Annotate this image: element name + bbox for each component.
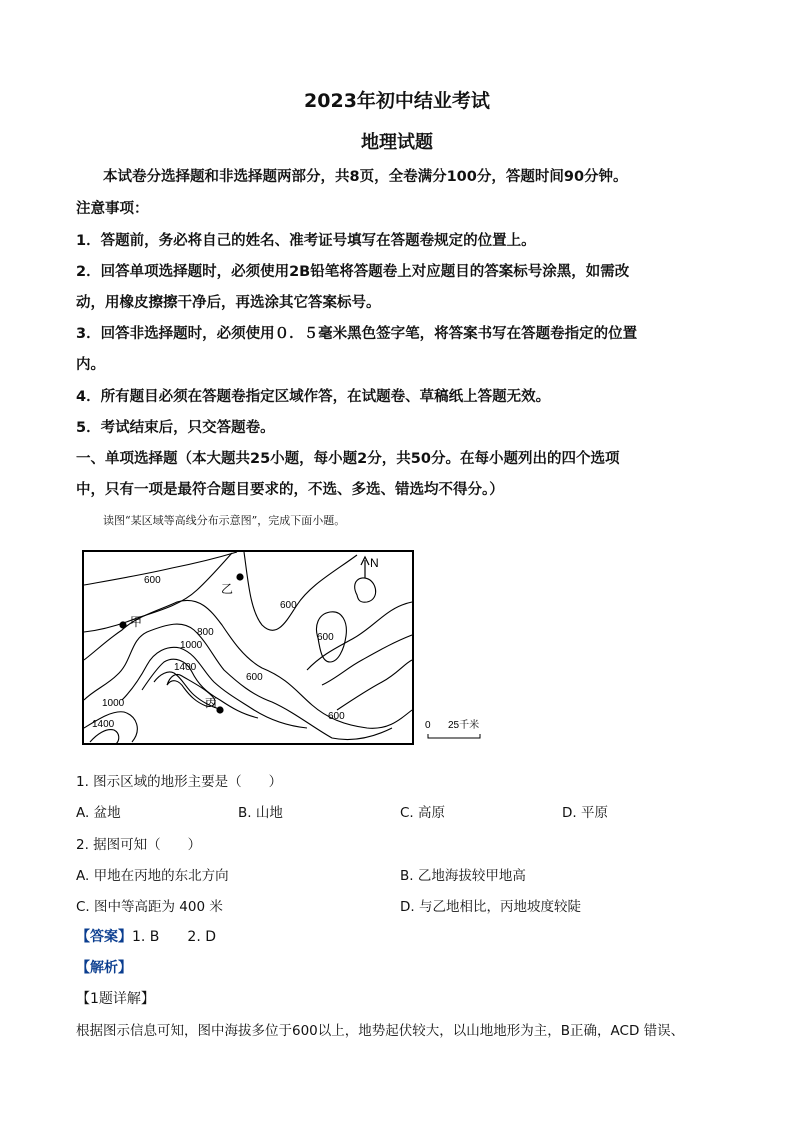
section-heading-cont: 中，只有一项是最符合题目要求的，不选、多选、错选均不得分。） xyxy=(76,482,504,498)
analysis-label: 【解析】 xyxy=(76,960,132,976)
notice-item: 3．回答非选择题时，必须使用０．５毫米黑色签字笔，将答案书写在答题卷指定的位置 xyxy=(76,326,638,342)
point-bing xyxy=(216,706,223,713)
place-label-bing: 丙 xyxy=(205,696,218,710)
contour-label: 600 xyxy=(144,575,161,586)
scale-label: 25千米 xyxy=(448,720,480,731)
figure-caption: 读图“某区域等高线分布示意图”，完成下面小题。 xyxy=(103,514,346,527)
contour-label: 600 xyxy=(317,632,334,643)
answer-text: 1. B 2. D xyxy=(132,929,216,945)
notice-heading: 注意事项： xyxy=(76,201,149,217)
notice-item: 内。 xyxy=(76,357,105,373)
analysis-text: 根据图示信息可知，图中海拔多位于600以上，地势起伏较大，以山地地形为主，B正确，ACD 错误、 xyxy=(76,1023,685,1039)
option-d: D. 与乙地相比，丙地坡度较陡 xyxy=(400,899,581,915)
contour-label: 1400 xyxy=(174,662,197,673)
option-a: A. 盆地 xyxy=(76,805,121,821)
exam-subtitle: 地理试题 xyxy=(361,132,433,153)
notice-item: 5．考试结束后，只交答题卷。 xyxy=(76,420,275,436)
contour-label: 1000 xyxy=(180,640,203,651)
option-b: B. 山地 xyxy=(238,805,283,821)
scale-bar xyxy=(428,734,480,738)
section-heading: 一、单项选择题（本大题共25小题，每小题2分，共50分。在每小题列出的四个选项 xyxy=(76,451,620,467)
option-c: C. 高原 xyxy=(400,805,446,821)
contour-label: 1400 xyxy=(92,719,115,730)
place-label-yi: 乙 xyxy=(221,582,234,596)
question-stem: 1. 图示区域的地形主要是（ ） xyxy=(76,774,283,790)
north-label: N xyxy=(370,556,379,570)
answer-label: 【答案】 xyxy=(76,929,132,945)
intro-text: 本试卷分选择题和非选择题两部分，共8页，全卷满分100分，答题时间90分钟。 xyxy=(103,169,628,185)
answer-line xyxy=(76,926,216,946)
contour-label: 800 xyxy=(197,627,214,638)
notice-item: 2．回答单项选择题时，必须使用2B铅笔将答题卷上对应题目的答案标号涂黑，如需改 xyxy=(76,264,630,280)
option-b: B. 乙地海拔较甲地高 xyxy=(400,868,526,884)
option-c: C. 图中等高距为 400 米 xyxy=(76,899,223,915)
point-yi xyxy=(236,573,243,580)
notice-item: 动，用橡皮擦擦干净后，再选涂其它答案标号。 xyxy=(76,295,381,311)
scale-zero: 0 xyxy=(425,720,431,731)
point-jia xyxy=(119,621,126,628)
option-d: D. 平原 xyxy=(562,805,608,821)
question-stem: 2. 据图可知（ ） xyxy=(76,837,202,853)
contour-label: 600 xyxy=(328,711,345,722)
notice-item: 4．所有题目必须在答题卷指定区域作答，在试题卷、草稿纸上答题无效。 xyxy=(76,389,551,405)
place-label-jia: 甲 xyxy=(130,615,143,629)
detail-label: 【1题详解】 xyxy=(76,991,155,1007)
option-a: A. 甲地在丙地的东北方向 xyxy=(76,868,229,884)
contour-label: 1000 xyxy=(102,698,125,709)
exam-title: 2023年初中结业考试 xyxy=(304,90,490,112)
contour-label: 600 xyxy=(280,600,297,611)
contour-map xyxy=(82,550,492,750)
notice-item: 1．答题前，务必将自己的姓名、准考证号填写在答题卷规定的位置上。 xyxy=(76,233,536,249)
contour-label: 600 xyxy=(246,672,263,683)
